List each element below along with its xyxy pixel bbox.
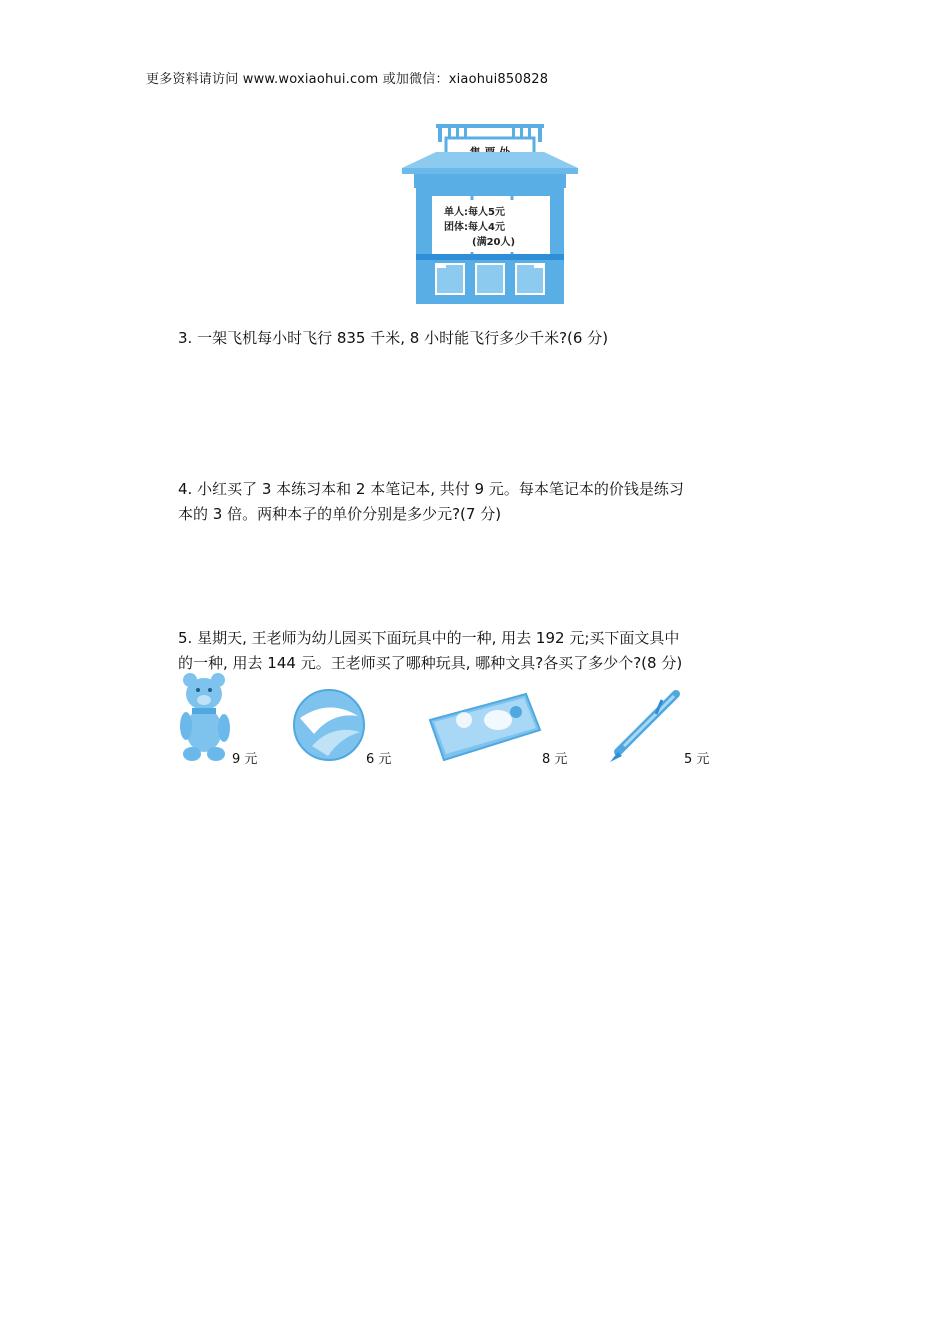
teddy-bear-price: 9 元 [232, 752, 258, 767]
pencil-case-icon [426, 690, 544, 764]
ball-icon [292, 688, 366, 762]
question-5-line-1: 5. 星期天, 王老师为幼儿园买下面玩具中的一种, 用去 192 元;买下面文具中 [178, 629, 680, 647]
booth-price-group: 团体:每人4元 [444, 222, 505, 233]
teddy-bear-icon [178, 670, 234, 764]
watermark-header: 更多资料请访问 www.woxiaohui.com 或加微信：xiaohui850828 [146, 72, 549, 87]
question-5 [178, 626, 798, 676]
ball-price: 6 元 [366, 752, 392, 767]
question-4 [178, 477, 798, 527]
ticket-booth-illustration [402, 122, 578, 304]
question-4-line-2: 本的 3 倍。两种本子的单价分别是多少元?(7 分) [178, 505, 502, 523]
booth-group-condition: (满20人) [472, 237, 516, 248]
pen-price: 5 元 [684, 752, 710, 767]
question-3: 3. 一架飞机每小时飞行 835 千米, 8 小时能飞行多少千米?(6 分) [178, 329, 609, 347]
question-4-line-1: 4. 小红买了 3 本练习本和 2 本笔记本, 共付 9 元。每本笔记本的价钱是练习 [178, 480, 684, 498]
booth-price-single: 单人:每人5元 [444, 207, 505, 218]
question-5-line-2: 的一种, 用去 144 元。王老师买了哪种玩具, 哪种文具?各买了多少个?(8 分) [178, 654, 683, 672]
pen-icon [604, 690, 682, 764]
pencil-case-price: 8 元 [542, 752, 568, 767]
